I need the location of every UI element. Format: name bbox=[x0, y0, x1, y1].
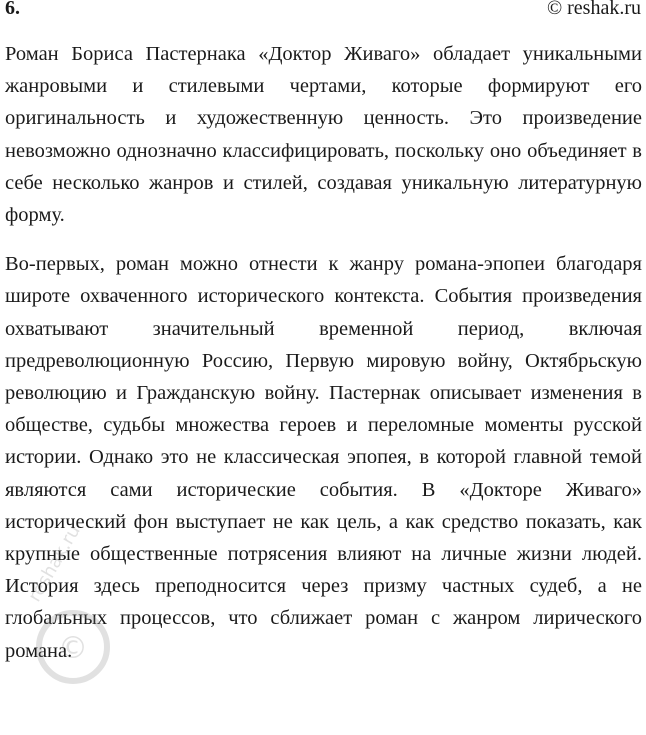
document-body bbox=[5, 38, 642, 684]
task-number: 6. bbox=[5, 0, 20, 19]
paragraph-2: Во-первых, роман можно отнести к жанру романа-эпопеи благодаря широте охваченного исторического контекста. События произведения охватывают значительный временной период, включая предреволюционную Россию, Первую мировую войну, Октябрьскую революцию и Гражданскую войну. Пастернак описывает изменения в обществе, судьбы множества героев и переломные моменты русской истории. Однако это не классическая эпопея, в которой главной темой являются сами исторические события. В «Докторе Живаго» исторический фон выступает не как цель, а как средство показать, как крупные общественные потрясения влияют на личные жизни людей. История здесь преподносится через призму частных судеб, а не глобальных процессов, что сближает роман с жанром лирического романа. bbox=[5, 253, 642, 662]
page-header bbox=[0, 0, 646, 24]
watermark-text: reshak.ru bbox=[24, 521, 85, 606]
paragraph-1: Роман Бориса Пастернака «Доктор Живаго» обладает уникальными жанровыми и стилевыми чертами, которые формируют его оригинальность и художественную ценность. Это произведение невозможно однозначно классифицировать, поскольку оно объединяет в себе несколько жанров и стилей, создавая уникальную литературную форму. bbox=[5, 43, 642, 227]
copyright-site-label: © reshak.ru bbox=[546, 0, 641, 19]
svg-text:©: © bbox=[58, 631, 88, 666]
